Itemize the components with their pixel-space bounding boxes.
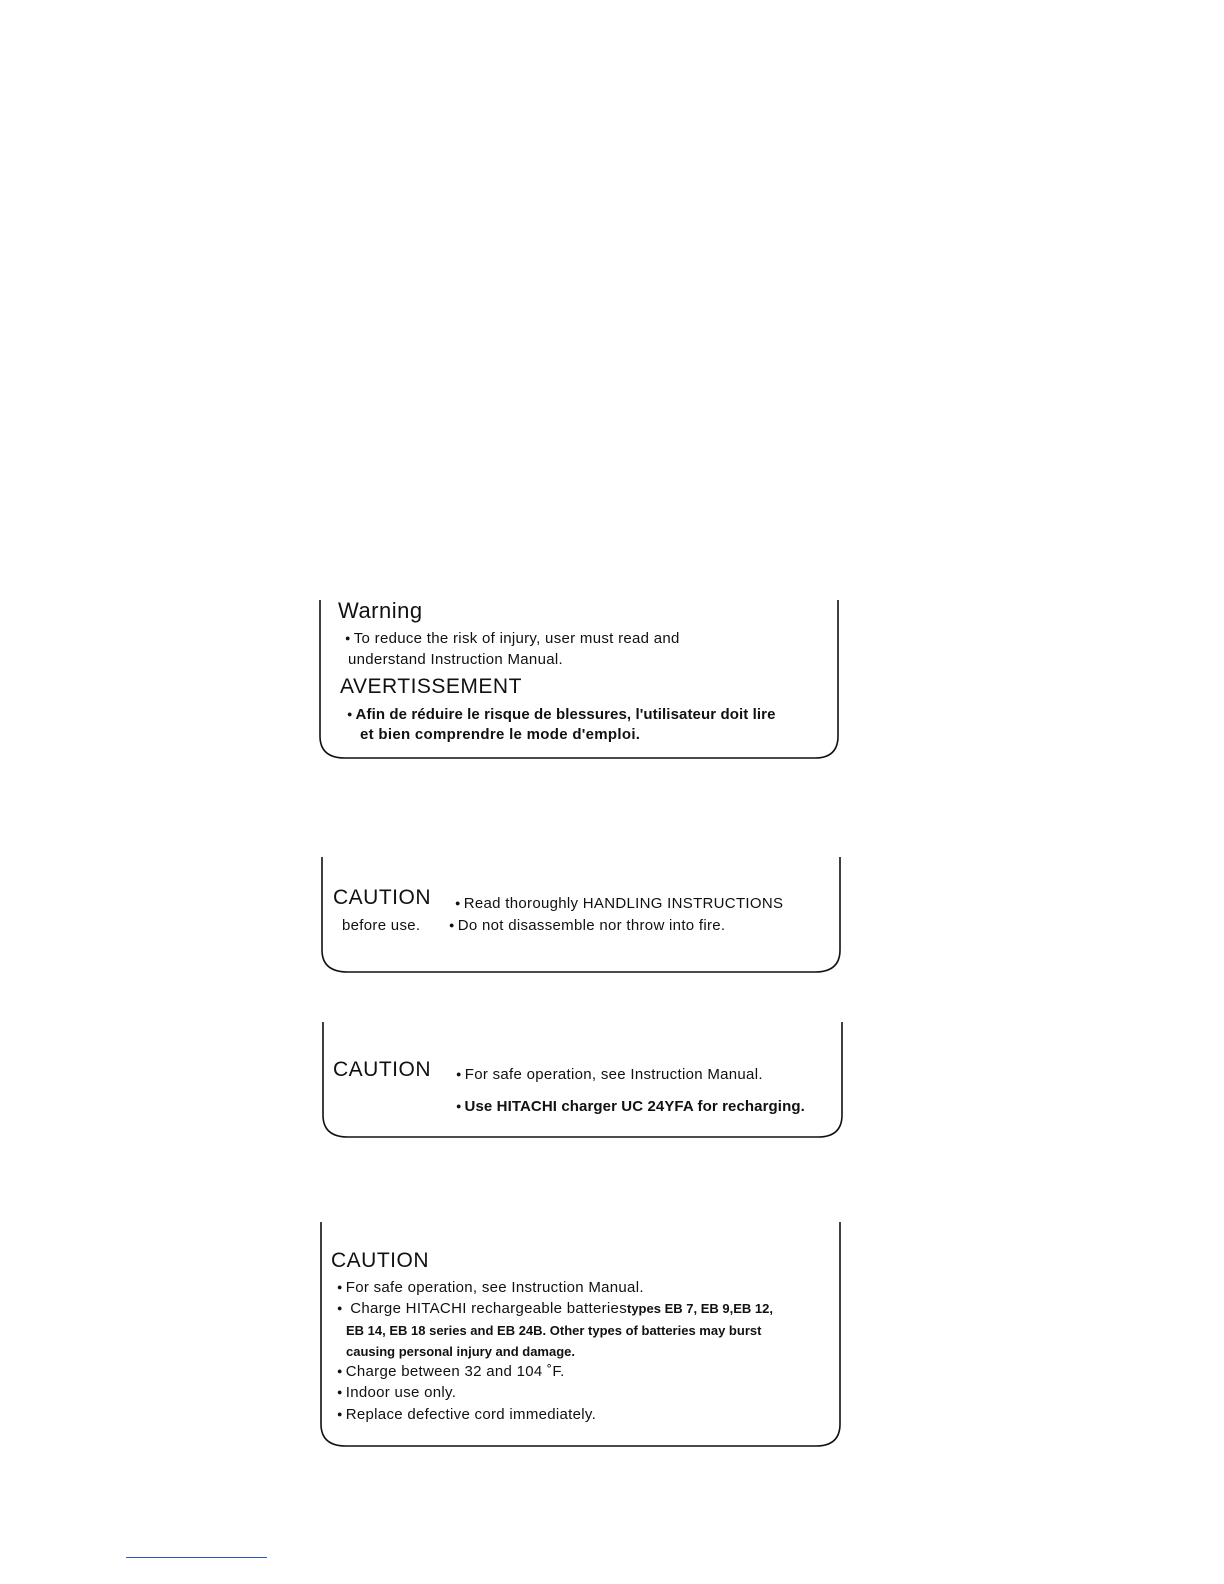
caution-3-item-4: ● Indoor use only. — [337, 1384, 456, 1401]
caution-3-item-3: ● Charge between 32 and 104 ˚F. — [337, 1363, 565, 1380]
avertissement-title: AVERTISSEMENT — [340, 675, 522, 698]
warning-line-1: ● To reduce the risk of injury, user must read and — [345, 630, 680, 647]
caution-3-item-2-types: types EB 7, EB 9,EB 12, — [627, 1301, 773, 1316]
caution-3-item-2-line-2: EB 14, EB 18 series and EB 24B. Other types of batteries may burst — [346, 1323, 762, 1338]
caution-3-item-1: ● For safe operation, see Instruction Manual. — [337, 1279, 644, 1296]
caution-3-item-2-line-3: causing personal injury and damage. — [346, 1344, 576, 1359]
caution-1-title: CAUTION — [333, 886, 431, 909]
caution-2-item-2: ● Use HITACHI charger UC 24YFA for recharging. — [456, 1098, 805, 1115]
caution-3-title: CAUTION — [331, 1249, 429, 1272]
warning-title: Warning — [338, 598, 423, 623]
warning-line-2: understand Instruction Manual. — [348, 651, 563, 668]
caution-2-title: CAUTION — [333, 1058, 431, 1081]
caution-2-item-1: ● For safe operation, see Instruction Manual. — [456, 1066, 763, 1083]
avertissement-line-2: et bien comprendre le mode d'emploi. — [360, 726, 641, 743]
caution-1-item-1: ● Read thoroughly HANDLING INSTRUCTIONS — [455, 895, 783, 912]
caution-3-item-2-main: Charge HITACHI rechargeable batteries — [350, 1300, 627, 1317]
caution-3-item-5: ● Replace defective cord immediately. — [337, 1406, 596, 1423]
footer-rule — [126, 1557, 267, 1558]
caution-1-before-use: before use. — [342, 917, 421, 934]
avertissement-line-1: ● Afin de réduire le risque de blessures, l'utilisateur doit lire — [347, 706, 776, 723]
caution-1-item-2: ● Do not disassemble nor throw into fire. — [449, 917, 725, 934]
